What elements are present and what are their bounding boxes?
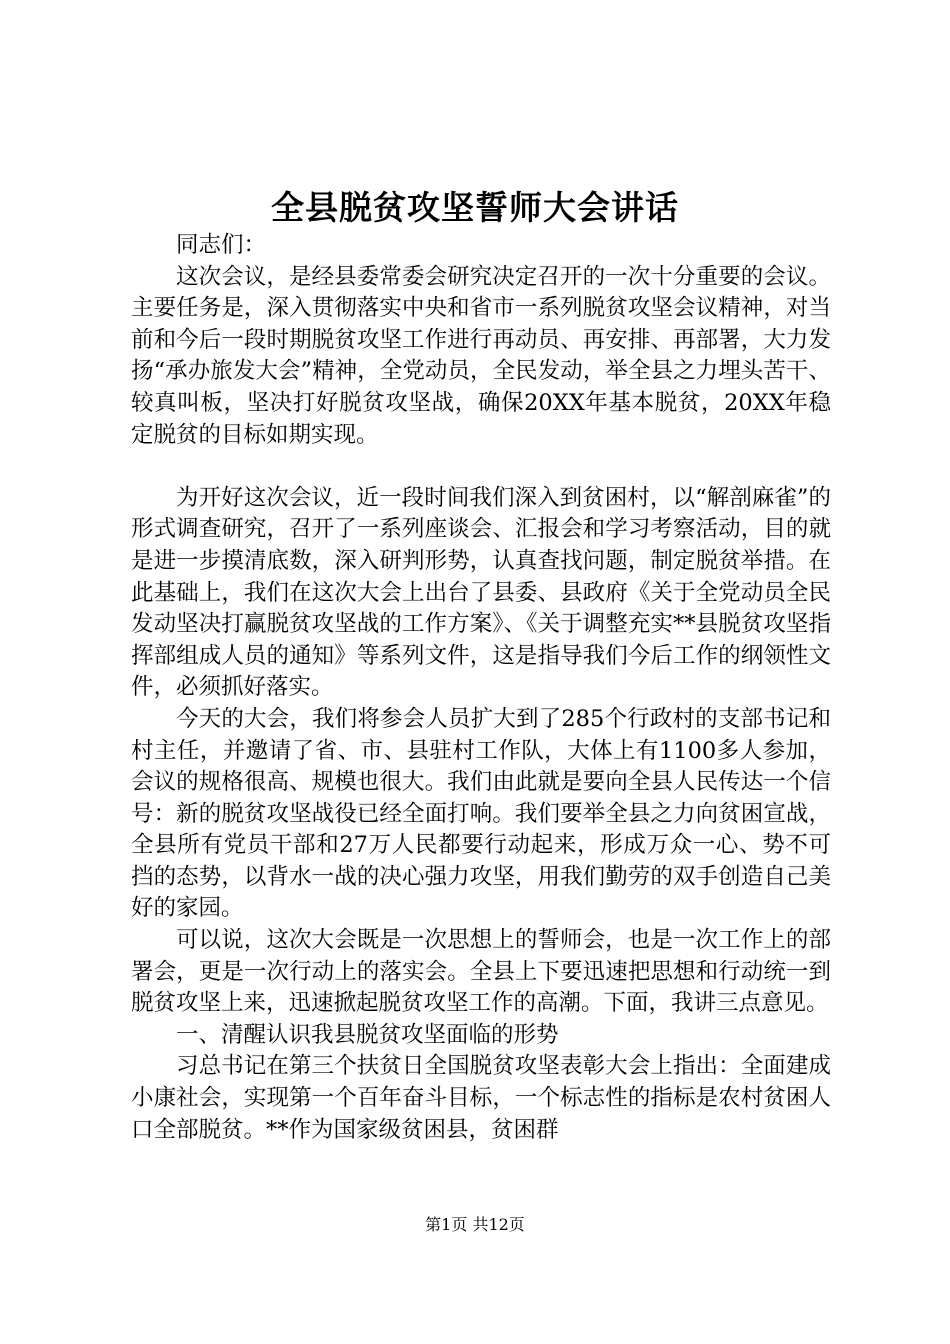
paragraph-2: 为开好这次会议，近一段时间我们深入到贫困村，以“解剖麻雀”的形式调查研究，召开了一系列座谈会、汇报会和学习考察活动，目的就是进一步摸清底数，深入研判形势，认真查找问题，制定脱贫举措。在此基础上，我们在这次大会上出台了县委、县政府《关于全党动员全民发动坚决打赢脱贫攻坚战的工作方案》、《关于调整充实**县脱贫攻坚指挥部组成人员的通知》等系列文件，这是指导我们今后工作的纲领性文件，必须抓好落实。: [131, 484, 831, 701]
document-title: 全县脱贫攻坚誓师大会讲话: [271, 188, 679, 227]
paragraph-4: 可以说，这次大会既是一次思想上的誓师会，也是一次工作上的部署会，更是一次行动上的落实会。全县上下要迅速把思想和行动统一到脱贫攻坚上来，迅速掀起脱贫攻坚工作的高潮。下面，我讲三点意见。: [131, 927, 831, 1017]
paragraph-5: 习总书记在第三个扶贫日全国脱贫攻坚表彰大会上指出：全面建成小康社会，实现第一个百年奋斗目标，一个标志性的指标是农村贫困人口全部脱贫。**作为国家级贫困县，贫困群: [131, 1053, 831, 1143]
paragraph-3: 今天的大会，我们将参会人员扩大到了285个行政村的支部书记和村主任，并邀请了省、市、县驻村工作队，大体上有1100多人参加，会议的规格很高、规模也很大。我们由此就是要向全县人民传达一个信号：新的脱贫攻坚战役已经全面打响。我们要举全县之力向贫困宣战，全县所有党员干部和27万人民都要行动起来，形成万众一心、势不可挡的态势，以背水一战的决心强力攻坚，用我们勤劳的双手创造自己美好的家园。: [131, 705, 831, 922]
section-heading-1: 一、清醒认识我县脱贫攻坚面临的形势: [176, 1021, 559, 1048]
salutation: 同志们：: [176, 232, 267, 258]
paragraph-1: 这次会议，是经县委常委会研究决定召开的一次十分重要的会议。主要任务是，深入贯彻落实中央和省市一系列脱贫攻坚会议精神，对当前和今后一段时期脱贫攻坚工作进行再动员、再安排、再部署，大力发扬“承办旅发大会”精神，全党动员，全民发动，举全县之力埋头苦干、较真叫板，坚决打好脱贫攻坚战，确保20XX年基本脱贫，20XX年稳定脱贫的目标如期实现。: [131, 263, 831, 448]
document-body: [131, 230, 831, 1146]
page-footer: 第1页 共12页: [425, 1215, 525, 1234]
